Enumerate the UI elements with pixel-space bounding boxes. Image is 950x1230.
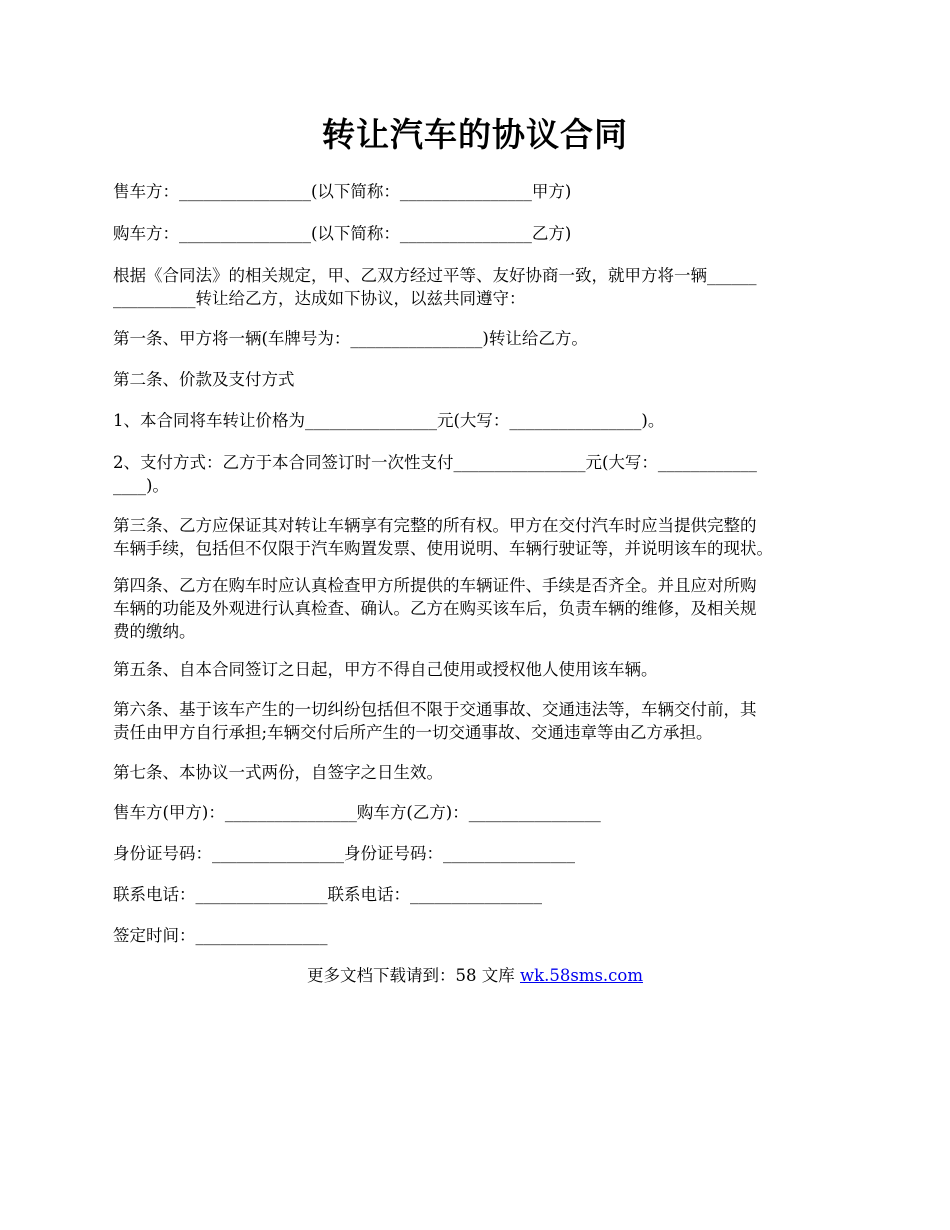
article-4-line-1: 第四条、乙方在购车时应认真检查甲方所提供的车辆证件、手续是否齐全。并且应对所购	[113, 576, 757, 595]
footer-text: 更多文档下载请到：58 文库	[306, 966, 520, 985]
footer	[0, 964, 950, 987]
article-2-item-2	[113, 451, 843, 497]
article-3-line-1: 第三条、乙方应保证其对转让车辆享有完整的所有权。甲方在交付汽车时应当提供完整的	[113, 516, 757, 535]
preamble-paragraph	[113, 264, 843, 310]
article-3-line-2: 车辆手续，包括但不仅限于汽车购置发票、使用说明、车辆行驶证等，并说明该车的现状。	[113, 539, 773, 558]
article-6	[113, 698, 843, 744]
article-5: 第五条、自本合同签订之日起，甲方不得自己使用或授权他人使用该车辆。	[113, 660, 658, 679]
signature-phone-line: 联系电话：________________联系电话：________________	[113, 885, 542, 904]
article-2-title: 第二条、价款及支付方式	[113, 370, 295, 389]
signature-id-line: 身份证号码：________________身份证号码：________________	[113, 844, 575, 863]
article-6-line-1: 第六条、基于该车产生的一切纠纷包括但不限于交通事故、交通违法等，车辆交付前，其	[113, 700, 757, 719]
preamble-line-1: 根据《合同法》的相关规定，甲、乙双方经过平等、友好协商一致，就甲方将一辆______	[113, 266, 757, 285]
document-title: 转让汽车的协议合同	[322, 115, 628, 154]
article-4-line-2: 车辆的功能及外观进行认真检查、确认。乙方在购买该车后，负责车辆的维修，及相关规	[113, 599, 757, 618]
article-2-item-2-line-1: 2、支付方式：乙方于本合同签订时一次性支付________________元(大写：____________	[113, 453, 757, 472]
signature-parties-line: 售车方(甲方)：________________购车方(乙方)：________________	[113, 803, 601, 822]
article-4	[113, 574, 843, 643]
footer-link[interactable]: wk.58sms.com	[519, 966, 643, 985]
article-2-item-2-line-2: ____)。	[113, 476, 169, 495]
article-1: 第一条、甲方将一辆(车牌号为：________________)转让给乙方。	[113, 329, 588, 348]
article-4-line-3: 费的缴纳。	[113, 622, 196, 641]
article-2-item-1: 1、本合同将车转让价格为________________元(大写：________________)。	[113, 411, 665, 430]
preamble-line-2: __________转让给乙方，达成如下协议，以兹共同遵守：	[113, 289, 526, 308]
seller-line: 售车方：________________(以下简称：________________甲方)	[113, 182, 572, 201]
article-3	[113, 514, 843, 560]
article-6-line-2: 责任由甲方自行承担;车辆交付后所产生的一切交通事故、交通违章等由乙方承担。	[113, 723, 713, 742]
article-7: 第七条、本协议一式两份，自签字之日生效。	[113, 763, 443, 782]
signature-date-line: 签定时间：________________	[113, 926, 328, 945]
buyer-line: 购车方：________________(以下简称：________________乙方)	[113, 224, 572, 243]
